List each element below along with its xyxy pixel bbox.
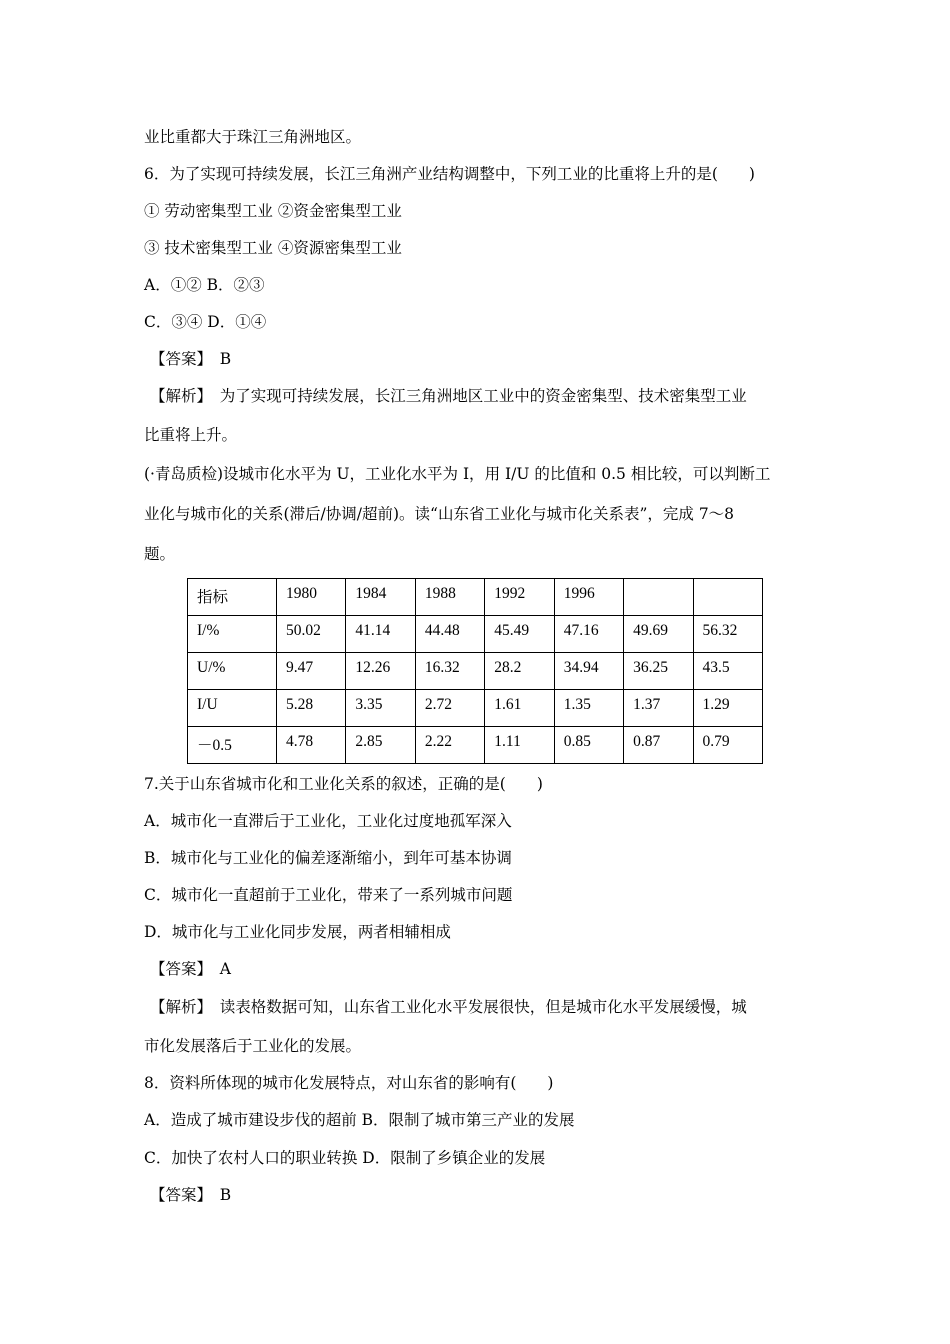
table-cell: 0.85 xyxy=(554,727,623,764)
table-cell: U/% xyxy=(188,653,277,690)
table-cell xyxy=(624,579,693,616)
table-cell: 1996 xyxy=(554,579,623,616)
table-cell: 2.85 xyxy=(346,727,415,764)
question-6-explanation: 【解析】 为了实现可持续发展，长江三角洲地区工业中的资金密集型、技术密集型工业 xyxy=(150,387,747,405)
table-cell: 16.32 xyxy=(415,653,484,690)
table-cell: 56.32 xyxy=(693,616,762,653)
data-table xyxy=(187,578,763,764)
table-cell: 28.2 xyxy=(485,653,554,690)
question-7-option-a: A．城市化一直滞后于工业化，工业化过度地孤军深入 xyxy=(144,812,512,830)
table-cell: 1984 xyxy=(346,579,415,616)
table-cell: 1.61 xyxy=(485,690,554,727)
question-8-choices-ab: A．造成了城市建设步伐的超前 B．限制了城市第三产业的发展 xyxy=(144,1111,575,1129)
table-cell: 0.87 xyxy=(624,727,693,764)
table-cell: 指标 xyxy=(188,579,277,616)
question-7-option-c: C．城市化一直超前于工业化，带来了一系列城市问题 xyxy=(144,886,513,904)
table-cell: 1.11 xyxy=(485,727,554,764)
question-7-explanation: 市化发展落后于工业化的发展。 xyxy=(144,1037,362,1055)
table-cell: 0.79 xyxy=(693,727,762,764)
table-cell: 1980 xyxy=(277,579,346,616)
question-7: 7.关于山东省城市化和工业化关系的叙述，正确的是( ) xyxy=(144,775,543,793)
table-row xyxy=(188,727,763,764)
table-cell: 50.02 xyxy=(277,616,346,653)
question-6-choices-ab: A．①② B．②③ xyxy=(144,276,265,294)
table-cell: 34.94 xyxy=(554,653,623,690)
table-cell: 41.14 xyxy=(346,616,415,653)
table-row xyxy=(188,616,763,653)
intro-text: 业化与城市化的关系(滞后/协调/超前)。读“山东省工业化与城市化关系表”，完成 7～8 xyxy=(144,505,735,523)
table-row xyxy=(188,653,763,690)
question-6: 6．为了实现可持续发展，长江三角洲产业结构调整中，下列工业的比重将上升的是( ) xyxy=(144,165,755,183)
question-7-option-b: B．城市化与工业化的偏差逐渐缩小，到年可基本协调 xyxy=(144,849,512,867)
intro-text: (·青岛质检)设城市化水平为 U，工业化水平为 I，用 I/U 的比值和 0.5 相比较，可以判断工 xyxy=(144,465,771,483)
question-6-options: ③ 技术密集型工业 ④资源密集型工业 xyxy=(144,239,402,257)
table-cell: 9.47 xyxy=(277,653,346,690)
question-8: 8．资料所体现的城市化发展特点，对山东省的影响有( ) xyxy=(144,1074,554,1092)
question-7-explanation: 【解析】 读表格数据可知，山东省工业化水平发展很快，但是城市化水平发展缓慢，城 xyxy=(150,998,747,1016)
table-row xyxy=(188,690,763,727)
table-cell: 3.35 xyxy=(346,690,415,727)
table-cell: I/% xyxy=(188,616,277,653)
table-cell: 43.5 xyxy=(693,653,762,690)
table-cell: 1988 xyxy=(415,579,484,616)
table-cell: 12.26 xyxy=(346,653,415,690)
table-cell: I/U xyxy=(188,690,277,727)
table-cell: 44.48 xyxy=(415,616,484,653)
table-cell: 45.49 xyxy=(485,616,554,653)
table-cell: 1.35 xyxy=(554,690,623,727)
table-cell: 1.37 xyxy=(624,690,693,727)
table-cell: 2.72 xyxy=(415,690,484,727)
question-6-options: ① 劳动密集型工业 ②资金密集型工业 xyxy=(144,202,402,220)
table-header-row xyxy=(188,579,763,616)
table-cell: 36.25 xyxy=(624,653,693,690)
table-cell xyxy=(693,579,762,616)
question-8-answer: 【答案】 B xyxy=(150,1186,232,1204)
table-cell: 49.69 xyxy=(624,616,693,653)
table-cell: 47.16 xyxy=(554,616,623,653)
question-7-answer: 【答案】 A xyxy=(150,960,231,978)
question-6-answer: 【答案】 B xyxy=(150,350,232,368)
intro-text: 题。 xyxy=(144,545,176,563)
table-cell: 1.29 xyxy=(693,690,762,727)
table-cell: －0.5 xyxy=(188,727,277,764)
question-6-explanation: 比重将上升。 xyxy=(144,426,238,444)
question-7-option-d: D．城市化与工业化同步发展，两者相辅相成 xyxy=(144,923,451,941)
table-cell: 4.78 xyxy=(277,727,346,764)
table-cell: 2.22 xyxy=(415,727,484,764)
text-line: 业比重都大于珠江三角洲地区。 xyxy=(144,128,362,146)
table-cell: 5.28 xyxy=(277,690,346,727)
question-6-choices-cd: C．③④ D．①④ xyxy=(144,313,267,331)
table-cell: 1992 xyxy=(485,579,554,616)
question-8-choices-cd: C．加快了农村人口的职业转换 D．限制了乡镇企业的发展 xyxy=(144,1149,546,1167)
